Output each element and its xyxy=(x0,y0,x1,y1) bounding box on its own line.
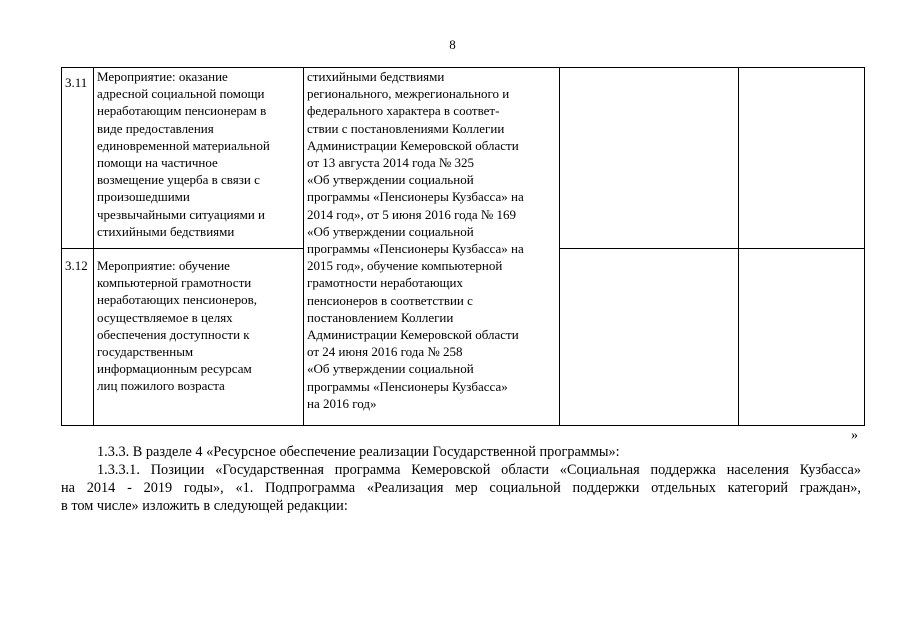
legal-basis-cell: стихийными бедствиями регионального, межрегионального и федерального характера в соответ- ствии с постановлениями Коллегии Администрации Кемеровской области от 13 августа 2014 года № 325 «Об утверждении социальной программы «Пенсионеры Кузбасса» на 2014 год», от 5 июня 2016 года № 169 «Об утверждении социальной программы «Пенсионеры Кузбасса» на 2015 год», обучение компьютерной грамотности неработающих пенсионеров в соответствии с постановлением Коллегии Администрации Кемеровской области от 24 июня 2016 года № 258 «Об утверждении социальной программы «Пенсионеры Кузбасса» на 2016 год» xyxy=(304,68,560,426)
paragraph-line: 1.3.3.1. Позиции «Государственная программа Кемеровской области «Социальная поддержка населения Кузбасса» xyxy=(97,462,861,478)
row-number: 3.12 xyxy=(62,249,94,426)
measure-description: Мероприятие: обучение компьютерной грамотности неработающих пенсионеров, осуществляемое в целях обеспечения доступности к государственным информационным ресурсам лиц пожилого возраста xyxy=(94,249,304,426)
empty-cell xyxy=(739,249,865,426)
empty-cell xyxy=(560,68,739,249)
paragraph-line: в том числе» изложить в следующей редакции: xyxy=(61,498,348,514)
page-number: 8 xyxy=(449,37,456,52)
closing-quote: » xyxy=(851,428,858,443)
measure-description: Мероприятие: оказание адресной социальной помощи неработающим пенсионерам в виде предоставления единовременной материальной помощи на частичное возмещение ущерба в связи с произошедшими чрезвычайными ситуациями и стихийными бедствиями xyxy=(94,68,304,249)
table-row xyxy=(62,68,865,249)
paragraph-section-4: 1.3.3. В разделе 4 «Ресурсное обеспечение реализации Государственной программы»: xyxy=(97,444,620,460)
row-number: 3.11 xyxy=(62,68,94,249)
empty-cell xyxy=(560,249,739,426)
program-measures-table xyxy=(61,67,865,426)
empty-cell xyxy=(739,68,865,249)
paragraph-line: на 2014 - 2019 годы», «1. Подпрограмма «Реализация мер социальной поддержки отдельных категорий граждан», xyxy=(61,480,861,496)
